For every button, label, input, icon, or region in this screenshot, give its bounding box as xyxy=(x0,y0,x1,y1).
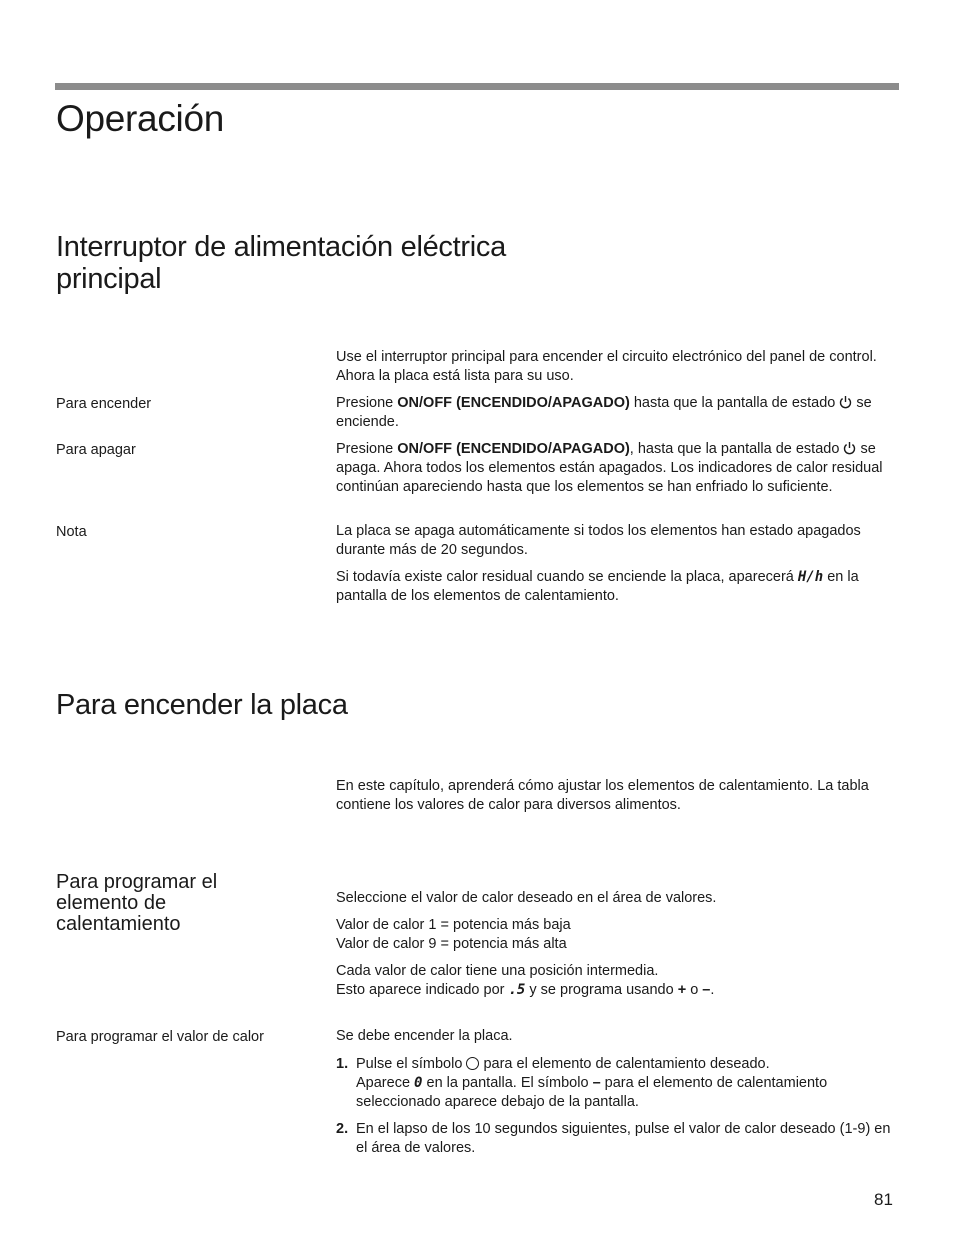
turn-on-text: Presione ON/OFF (ENCENDIDO/APAGADO) hasta que la pantalla de estado se enciende. xyxy=(336,395,872,430)
power-icon xyxy=(843,441,856,455)
step-number: 2. xyxy=(336,1121,349,1137)
program-element-text-2: Valor de calor 1 = potencia más baja Valor de calor 9 = potencia más alta xyxy=(336,917,571,952)
label-note: Nota xyxy=(56,524,87,540)
label-program-heat-setting: Para programar el valor de calor xyxy=(56,1029,264,1045)
page-number: 81 xyxy=(874,1190,893,1209)
section-title-main-switch: Interruptor de alimentación eléctrica principal xyxy=(56,231,506,295)
program-element-text-3: Cada valor de calor tiene una posición intermedia. Esto aparece indicado por .5 y se programa usando + o –. xyxy=(336,963,715,998)
main-switch-intro: Use el interruptor principal para encender el circuito electrónico del panel de control. Ahora la placa está lista para su uso. xyxy=(336,349,877,384)
turn-off-text: Presione ON/OFF (ENCENDIDO/APAGADO), hasta que la pantalla de estado se apaga. Ahora todos los elementos están apagados. Los indicadores de calor residual continúan apareciendo hasta que los elementos se han enfriado lo suficiente. xyxy=(336,441,883,495)
turn-on-cooktop-intro: En este capítulo, aprenderá cómo ajustar los elementos de calentamiento. La tabla contiene los valores de calor para diversos alimentos. xyxy=(336,778,869,813)
step-2: 2. En el lapso de los 10 segundos siguientes, pulse el valor de calor deseado (1-9) en el área de valores. xyxy=(336,1121,891,1156)
step-number: 1. xyxy=(336,1056,349,1072)
power-icon xyxy=(839,395,852,409)
plus-symbol: + xyxy=(677,982,687,998)
zero-display-symbol: 0 xyxy=(414,1075,423,1091)
note-text-1: La placa se apaga automáticamente si todos los elementos han estado apagados durante más de 20 segundos. xyxy=(336,523,861,558)
subsection-title-program-element: Para programar el elemento de calentamiento xyxy=(56,871,218,935)
residual-heat-display-symbol: H/h xyxy=(797,569,824,585)
program-prerequisite: Se debe encender la placa. xyxy=(336,1028,513,1044)
minus-symbol: – xyxy=(592,1075,601,1091)
half-setting-display-symbol: .5 xyxy=(508,982,526,998)
label-turn-on: Para encender xyxy=(56,396,152,412)
circle-symbol-icon xyxy=(466,1057,479,1070)
page-title: Operación xyxy=(56,98,225,139)
program-element-text-1: Seleccione el valor de calor deseado en el área de valores. xyxy=(336,890,717,906)
label-turn-off: Para apagar xyxy=(56,442,136,458)
header-rule xyxy=(55,83,899,90)
step-1: 1. Pulse el símbolo para el elemento de calentamiento deseado. Aparece 0 en la pantalla. El símbolo – para el elemento de calentamiento seleccionado aparece debajo de la pantalla. xyxy=(336,1056,828,1110)
minus-symbol: – xyxy=(702,982,711,998)
note-text-2: Si todavía existe calor residual cuando se enciende la placa, aparecerá H/h en la pantalla de los elementos de calentamiento. xyxy=(336,569,859,604)
section-title-turn-on-cooktop: Para encender la placa xyxy=(56,689,348,721)
